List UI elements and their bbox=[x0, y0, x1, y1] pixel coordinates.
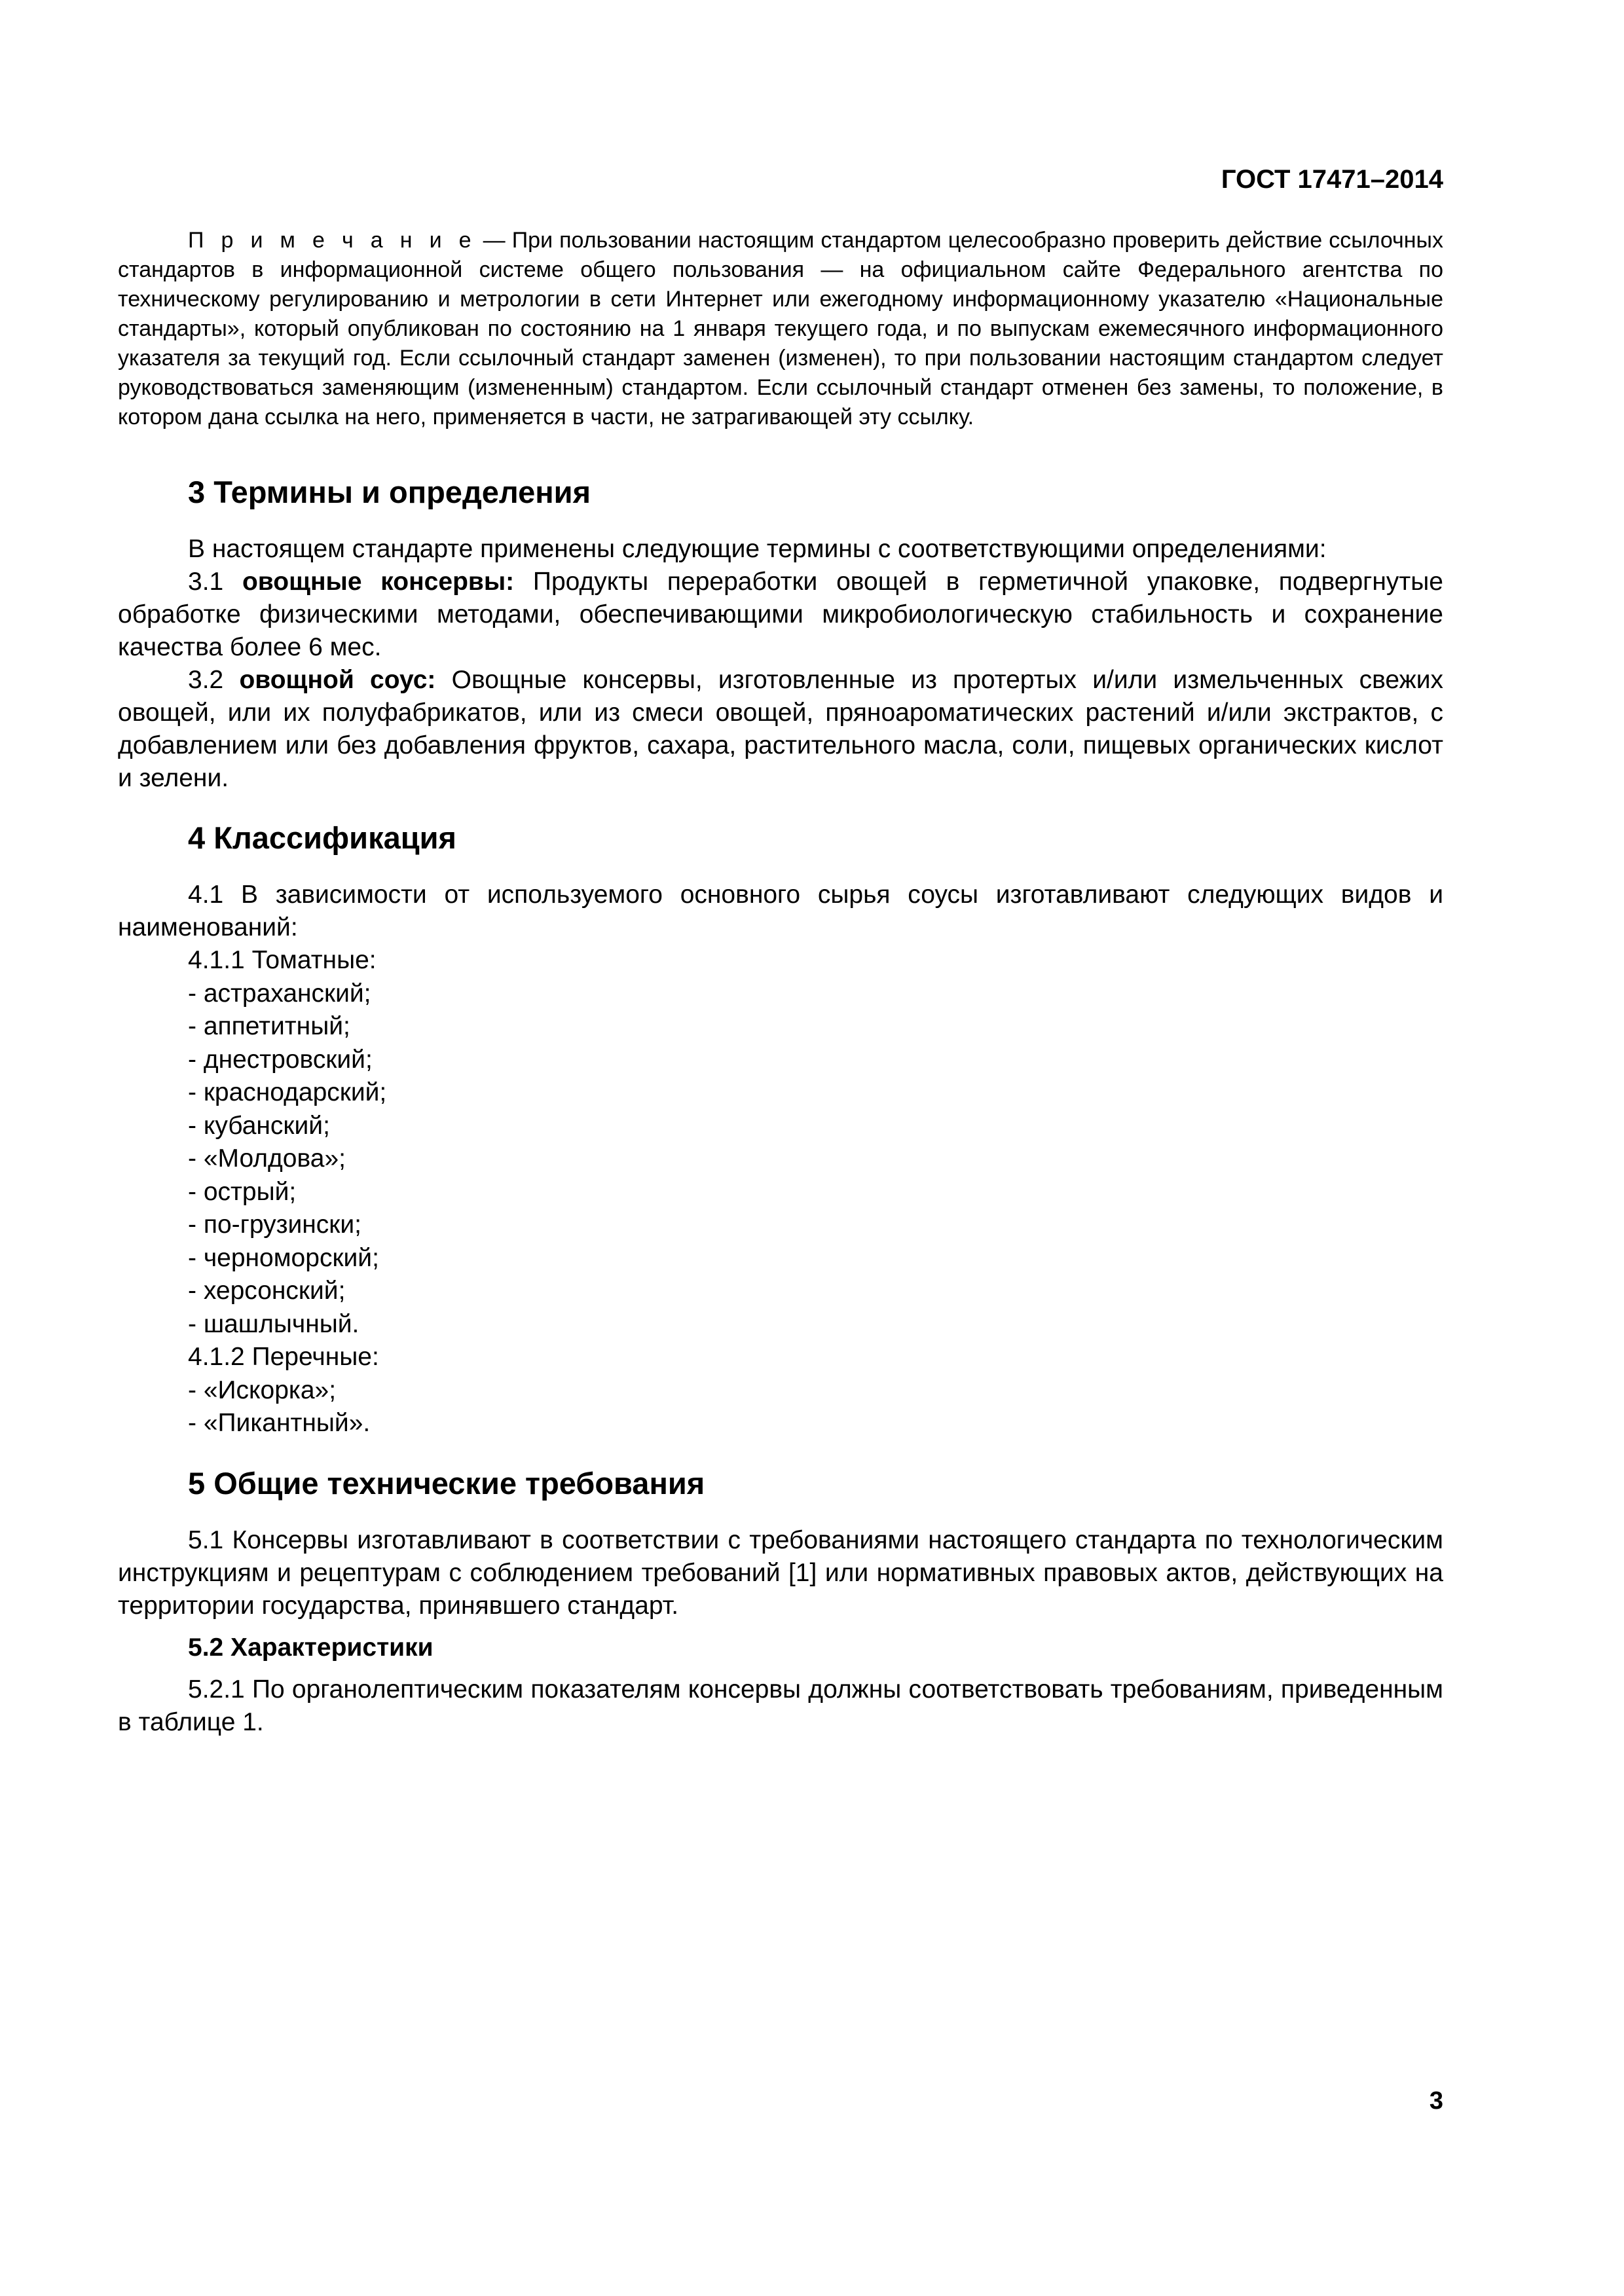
subclause-4-1-2: 4.1.2 Перечные: bbox=[188, 1343, 379, 1371]
section-5-content bbox=[118, 1524, 1443, 1739]
list-item-tomato: - кубанский; bbox=[188, 1111, 330, 1140]
subsection-5-2-title: 5.2 Характеристики bbox=[188, 1633, 434, 1662]
list-item-tomato: - по-грузински; bbox=[188, 1211, 361, 1239]
clause-5-2-1: 5.2.1 По органолептическим показателям консервы должны соответствовать требованиям, приведенным в таблице 1. bbox=[118, 1675, 1443, 1736]
list-item-tomato: - херсонский; bbox=[188, 1277, 346, 1305]
list-item-pepper: - «Пикантный». bbox=[188, 1409, 371, 1437]
page-number: 3 bbox=[1429, 2087, 1443, 2115]
list-item-tomato: - шашлычный. bbox=[188, 1309, 360, 1338]
list-item-tomato: - краснодарский; bbox=[188, 1078, 387, 1106]
list-item-tomato: - аппетитный; bbox=[188, 1012, 350, 1040]
term-3-1-number: 3.1 bbox=[188, 568, 242, 596]
note-label: П р и м е ч а н и е bbox=[188, 228, 477, 253]
list-item-tomato: - острый; bbox=[188, 1177, 297, 1206]
term-3-2-number: 3.2 bbox=[188, 666, 240, 694]
term-3-1 bbox=[118, 566, 1443, 664]
subclause-4-1-1: 4.1.1 Томатные: bbox=[188, 946, 377, 974]
list-item-tomato: - днестровский; bbox=[188, 1045, 373, 1074]
list-item-tomato: - черноморский; bbox=[188, 1243, 379, 1272]
term-3-2-definition: Овощные консервы, изготовленные из протертых и/или измельченных свежих овощей, или их полуфабрикатов, или из смеси овощей, пряноароматических растений и/или экстрактов, с добавлением или без добавления фруктов, сахара, растительного масла, соли, пищевых органических кислот и зелени. bbox=[118, 666, 1443, 792]
list-item-pepper: - «Искорка»; bbox=[188, 1376, 337, 1404]
section-5-title: 5 Общие технические требования bbox=[188, 1465, 705, 1501]
term-3-1-definition: Продукты переработки овощей в герметичной упаковке, подвергнутые обработке физическими методами, обеспечивающими микробиологическую стабильность и сохранение качества более 6 мес. bbox=[118, 568, 1443, 661]
note-paragraph bbox=[118, 226, 1443, 432]
document-header: ГОСТ 17471–2014 bbox=[1221, 165, 1443, 194]
section-3-content bbox=[118, 533, 1443, 795]
clause-5-1: 5.1 Консервы изготавливают в соответствии с требованиями настоящего стандарта по технологическим инструкциям и рецептурам с соблюдением требований [1] или нормативных правовых актов, действующих на территории государства, принявшего стандарт. bbox=[118, 1525, 1443, 1620]
document-body bbox=[118, 226, 1443, 1739]
list-item-tomato: - астраханский; bbox=[188, 979, 371, 1008]
section-4-title: 4 Классификация bbox=[188, 820, 456, 855]
list-item-tomato: - «Молдова»; bbox=[188, 1144, 346, 1173]
clause-4-1: 4.1 В зависимости от используемого основного сырья соусы изготавливают следующих видов и наименований: bbox=[118, 881, 1443, 941]
term-3-2-name: овощной соус: bbox=[239, 666, 436, 694]
term-3-1-name: овощные консервы: bbox=[242, 568, 515, 596]
note-text: — При пользовании настоящим стандартом целесообразно проверить действие ссылочных стандартов в информационной системе общего пользования — на официальном сайте Федерального агентства по техническому регулированию и метрологии в сети Интернет или ежегодному информационному указателю «Национальные стандарты», который опубликован по состоянию на 1 января текущего года, и по выпускам ежемесячного информационного указателя за текущий год. Если ссылочный стандарт заменен (изменен), то при пользовании настоящим стандартом следует руководствоваться заменяющим (измененным) стандартом. Если ссылочный стандарт отменен без замены, то положение, в котором дана ссылка на него, применяется в части, не затрагивающей эту ссылку. bbox=[118, 228, 1443, 429]
section-3-intro: В настоящем стандарте применены следующие термины с соответствующими определениями: bbox=[188, 535, 1327, 563]
term-3-2 bbox=[118, 664, 1443, 795]
section-4-content bbox=[118, 879, 1443, 1440]
section-3-title: 3 Термины и определения bbox=[188, 475, 591, 509]
